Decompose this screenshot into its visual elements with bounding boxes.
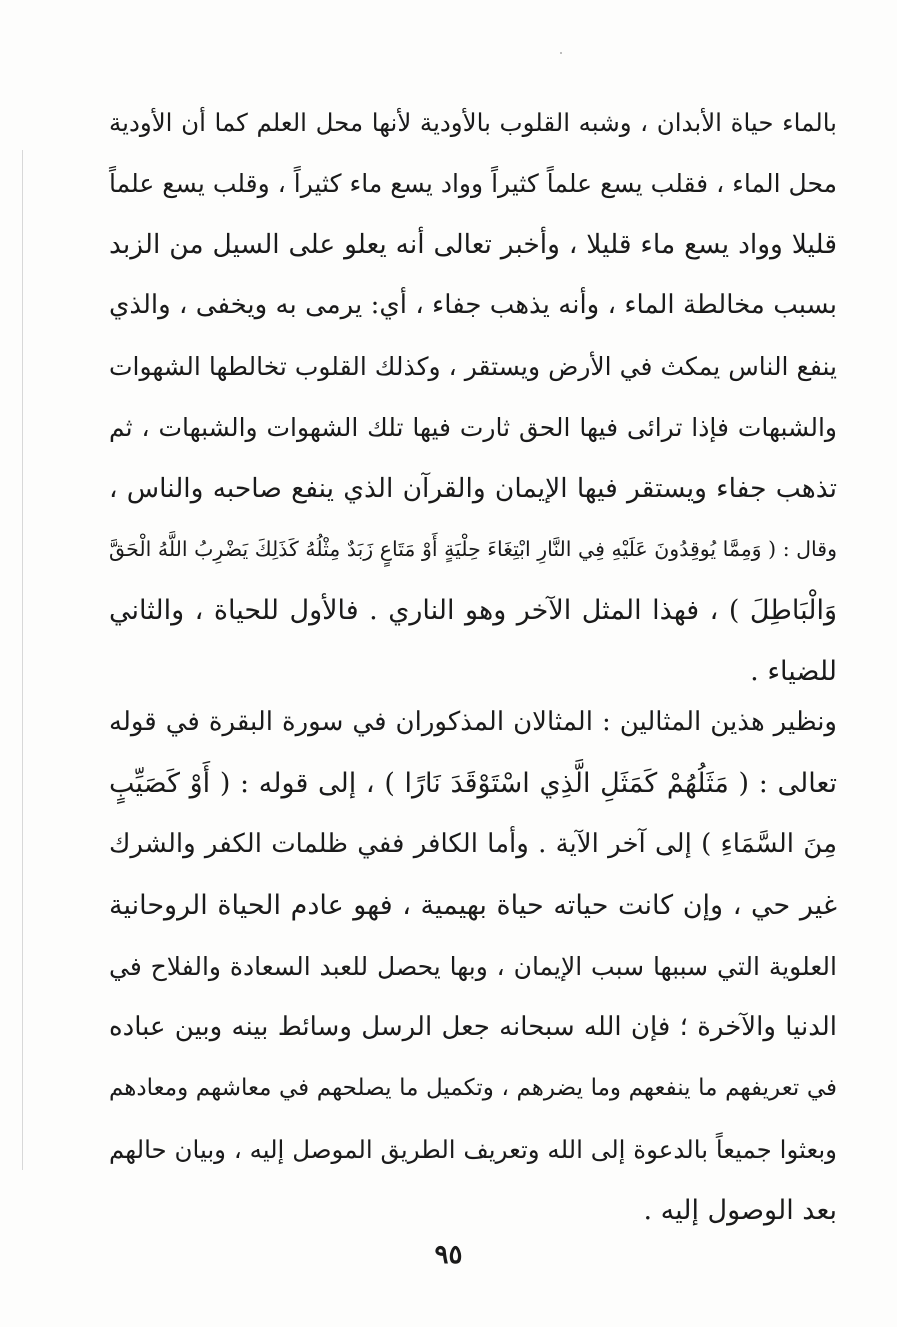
quran-verse-line: مِنَ السَّمَاءِ ) إلى آخر الآية . وأما الكافر ففي ظلمات الكفر والشرك bbox=[109, 829, 837, 859]
text-line: العلوية التي سببها سبب الإيمان ، وبها يحصل للعبد السعادة والفلاح في bbox=[109, 952, 837, 981]
text-line: ونظير هذين المثالين : المثالان المذكوران في سورة البقرة في قوله bbox=[109, 707, 837, 737]
text-line: محل الماء ، فقلب يسع علماً كثيراً وواد يسع ماء كثيراً ، وقلب يسع علماً bbox=[109, 169, 837, 198]
text-line: للضياء . bbox=[750, 656, 837, 687]
text-line: ينفع الناس يمكث في الأرض ويستقر ، وكذلك القلوب تخالطها الشهوات bbox=[109, 352, 837, 381]
text-line: وبعثوا جميعاً بالدعوة إلى الله وتعريف الطريق الموصل إليه ، وبيان حالهم bbox=[109, 1135, 837, 1164]
text-line: والشبهات فإذا ترائى فيها الحق ثارت فيها تلك الشهوات والشبهات ، ثم bbox=[109, 413, 837, 442]
scan-speck bbox=[560, 52, 562, 54]
quran-verse-line: تعالى : ( مَثَلُهُمْ كَمَثَلِ الَّذِي اسْتَوْقَدَ نَارًا ) ، إلى قوله : ( أَوْ كَصَيِّبٍ bbox=[109, 768, 837, 799]
text-line: تذهب جفاء ويستقر فيها الإيمان والقرآن الذي ينفع صاحبه والناس ، bbox=[109, 473, 837, 504]
text-line: قليلا وواد يسع ماء قليلا ، وأخبر تعالى أنه يعلو على السيل من الزبد bbox=[109, 229, 837, 260]
page-number: ٩٥ bbox=[434, 1240, 463, 1270]
quran-verse-line: وقال : ( وَمِمَّا يُوقِدُونَ عَلَيْهِ فِي النَّارِ ابْتِغَاءَ حِلْيَةٍ أَوْ مَتَاعٍ زَبَدٌ مِثْلُهُ كَذَلِكَ يَضْرِبُ اللَّهُ الْحَقَّ bbox=[109, 537, 837, 561]
text-line: بسبب مخالطة الماء ، وأنه يذهب جفاء ، أي: يرمى به ويخفى ، والذي bbox=[109, 290, 837, 320]
text-line: بعد الوصول إليه . bbox=[643, 1195, 837, 1226]
text-line: غير حي ، وإن كانت حياته حياة بهيمية ، فهو عادم الحياة الروحانية bbox=[109, 890, 837, 921]
page-gutter-line bbox=[22, 150, 23, 1170]
paragraph-2 bbox=[109, 692, 837, 1241]
text-line: في تعريفهم ما ينفعهم وما يضرهم ، وتكميل ما يصلحهم في معاشهم ومعادهم bbox=[109, 1075, 837, 1101]
text-line: بالماء حياة الأبدان ، وشبه القلوب بالأودية لأنها محل العلم كما أن الأودية bbox=[109, 108, 837, 137]
quran-verse-line: وَالْبَاطِلَ ) ، فهذا المثل الآخر وهو الناري . فالأول للحياة ، والثاني bbox=[109, 595, 837, 626]
text-line: الدنيا والآخرة ؛ فإن الله سبحانه جعل الرسل وسائط بينه وبين عباده bbox=[109, 1012, 837, 1042]
paragraph-1 bbox=[109, 92, 837, 702]
